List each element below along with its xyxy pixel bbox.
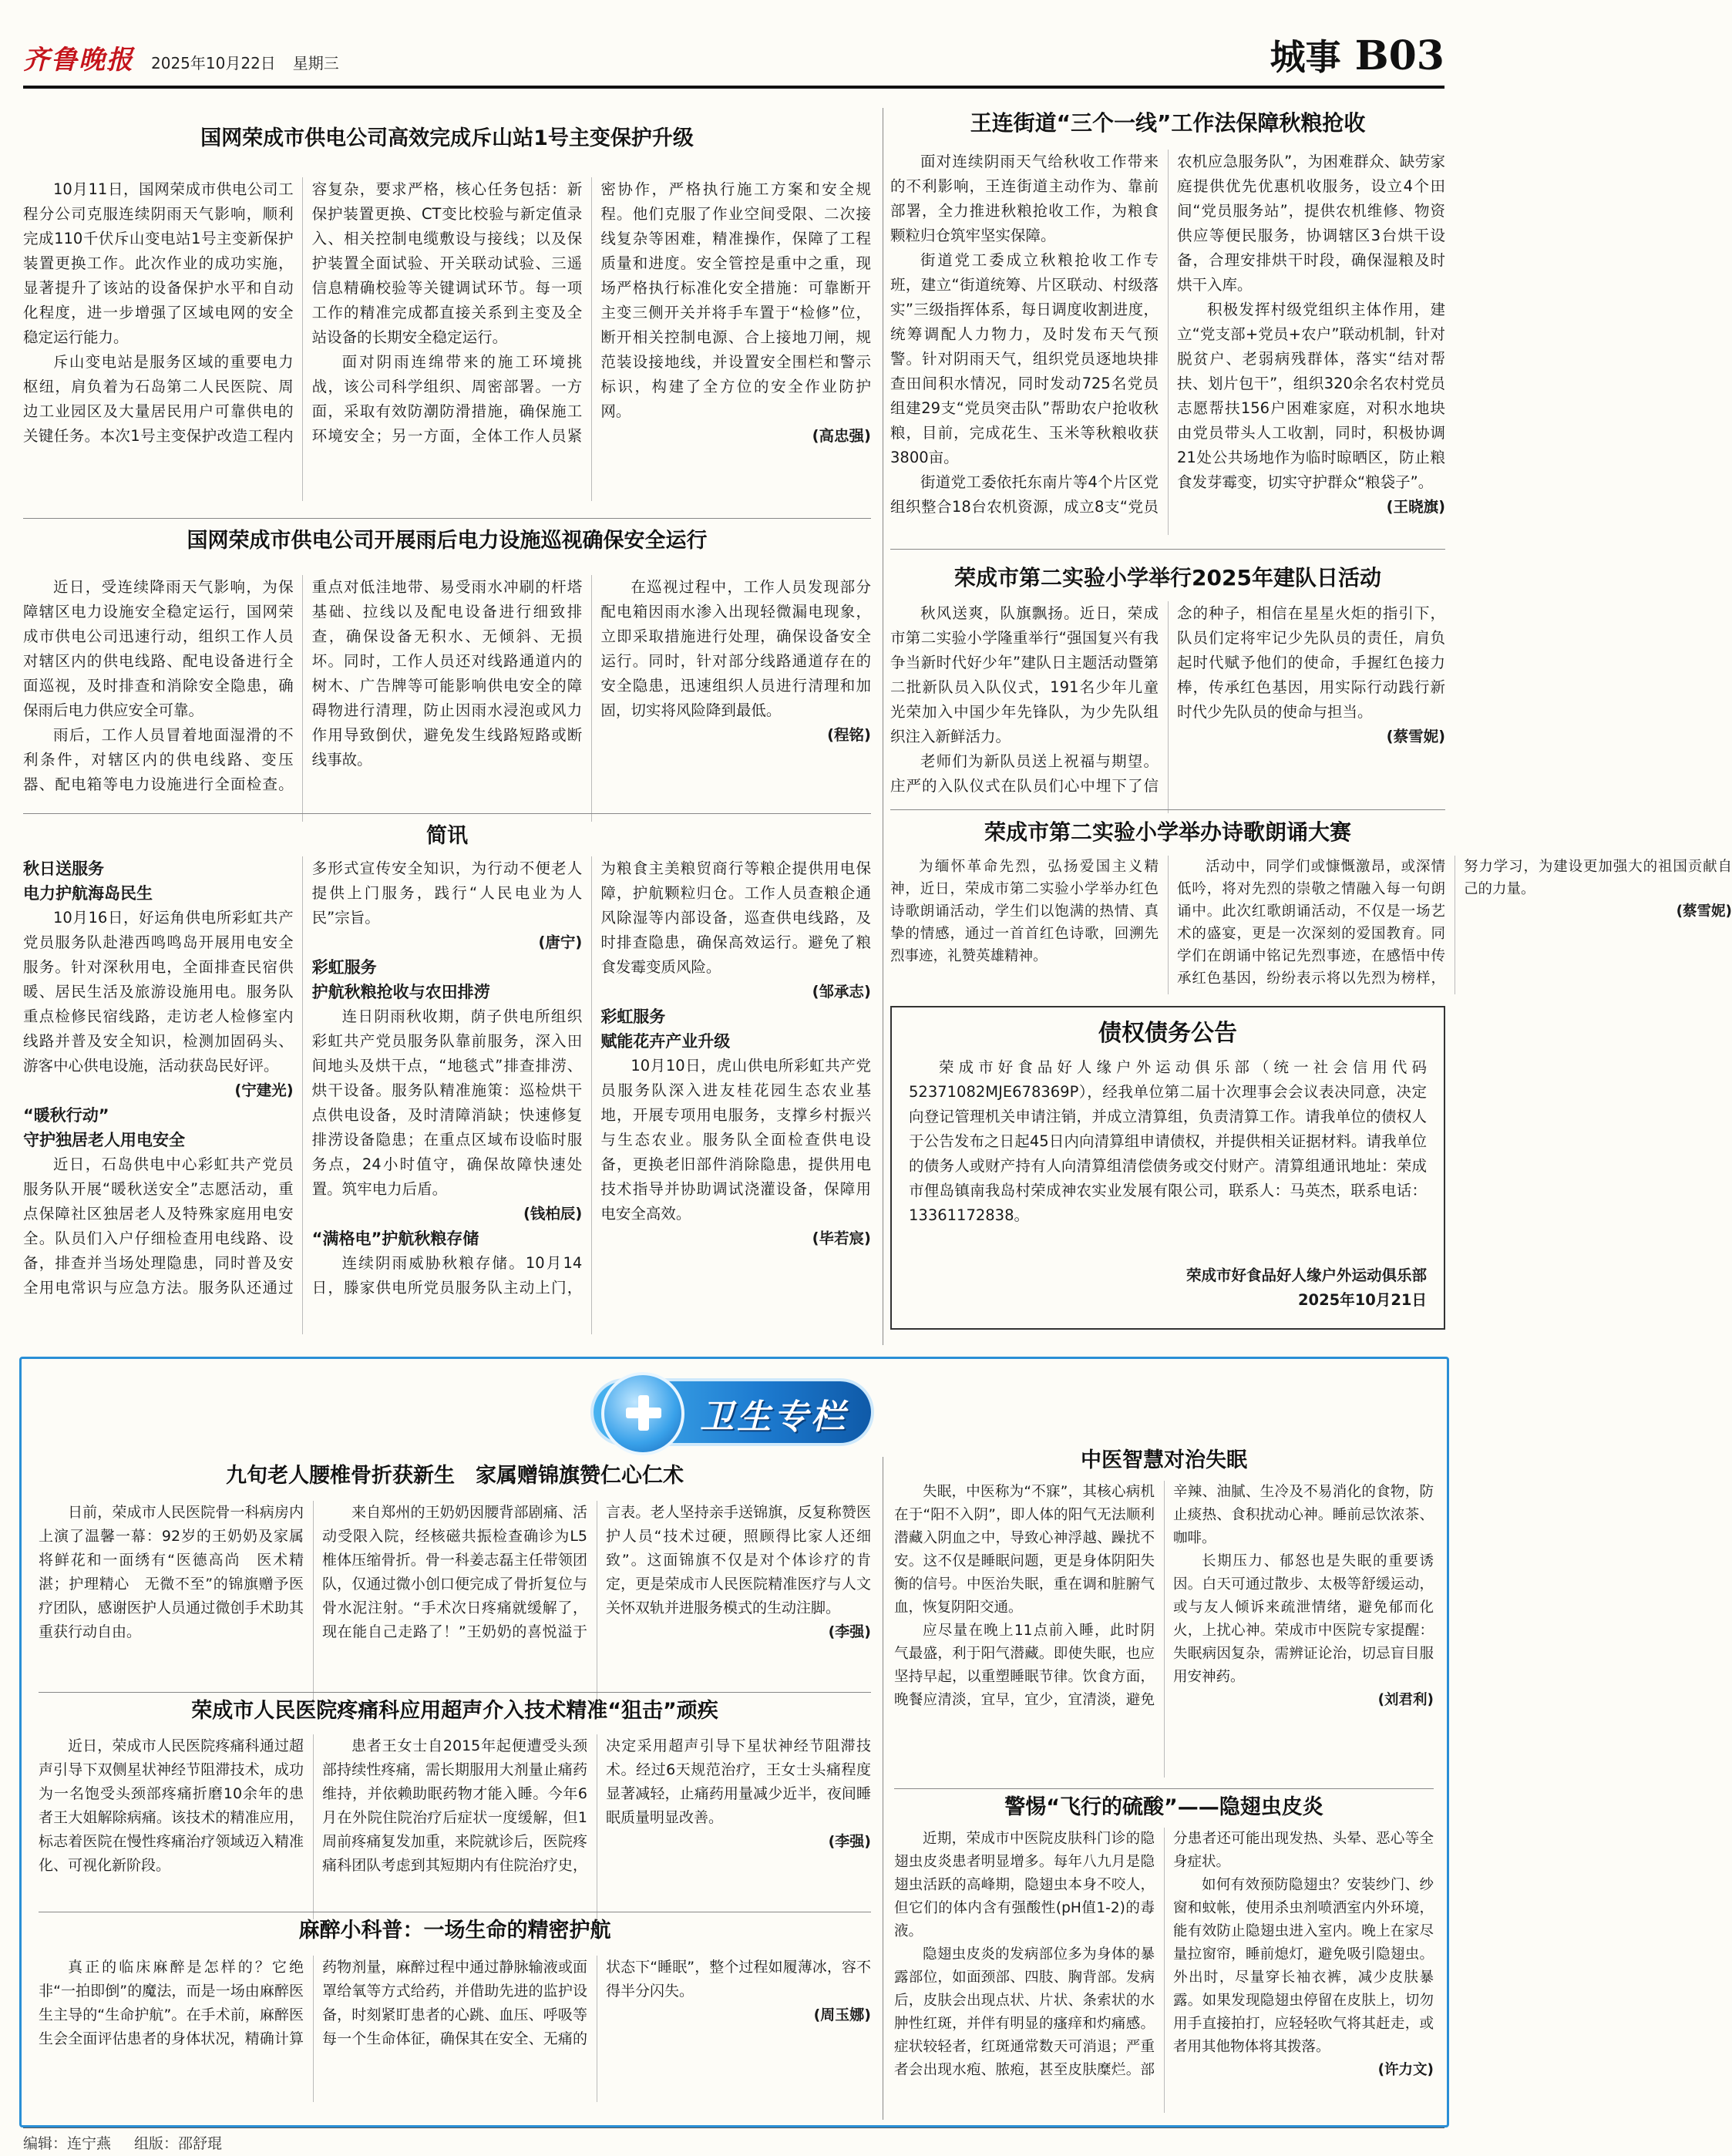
issue-weekday: 星期三 [292,54,339,72]
briefs-body [23,856,871,1334]
brief-subhead: “满格电”护航秋粮存储 [311,1229,479,1248]
health-column-banner [594,1372,871,1457]
brief-paragraph: 10月16日，好运角供电所彩虹共产党员服务队赴港西鸣鸣岛开展用电安全服务。针对深秋用电，全面排查民宿供暖、居民生活及旅游设施用电。服务队重点检修民宿线路，走访老人检修室内线路并普及安全知识，检测加固码头、游客中心供电设施，活动获岛民好评。 [23,909,294,1075]
page-number: B03 [1354,32,1444,79]
article-title: 荣成市第二实验小学举办诗歌朗诵大赛 [984,819,1351,845]
brief-subhead: “暖秋行动” [23,1106,109,1125]
debt-notice [890,1006,1445,1330]
article-author: (蔡雪妮) [1676,903,1732,920]
masthead-right [1270,29,1444,80]
brief-author: (邹承志) [812,983,871,1001]
article-substation-upgrade [23,123,871,528]
issue-date: 2025年10月22日 [151,54,276,72]
article-author: (李强) [828,1833,871,1850]
article-paragraph: 老师们为新队员送上祝福与期望。庄严的入队仪式在队员们心中埋下了信念的种子，相信在星星火炬的指引下，队员们定将牢记少先队员的责任，肩负起时代赋予他们的使命，手握红色接力棒，传承红色基因，用实际行动践行新时代少先队员的使命与担当。 [890,604,1445,795]
article-title: 九旬老人腰椎骨折获新生 家属赠锦旗赞仁心仁术 [226,1464,684,1488]
article-paragraph: 街道党工委成立秋粮抢收工作专班，建立“街道统筹、片区联动、村级落实”三级指挥体系，每日调度收割进度，统筹调配人力物力，及时发布天气预警。针对阴雨天气，组织党员逐地块排查田间积水情况，同时发动725名党员组建29支“党员突击队”帮助农户抢收秋粮，目前，完成花生、玉米等秋粮收获3800亩。 [890,251,1159,466]
notice-paragraph: 荣成市好食品好人缘户外运动俱乐部（统一社会信用代码52371082MJE678369P），经我单位第二届十次理事会会议表决同意，决定向登记管理机关申请注销，并成立清算组，负责清算工作。请我单位的债权人于公告发布之日起45日内向清算组申请债权，并提供相关证据材料。请我单位的债务人或财产持有人向清算组清偿债务或交付财产。清算组通讯地址：荣成市俚岛镇南我岛村荣成神农实业发展有限公司，联系人：马英杰，联系电话：13361172838。 [909,1058,1427,1224]
masthead-rule [23,86,1444,89]
article-poetry [890,817,1732,998]
article-author: (许力文) [1377,2062,1434,2078]
article-title: 王连街道“三个一线”工作法保障秋粮抢收 [970,110,1366,136]
article-paragraph: 失眠，中医称为“不寐”，其核心病机在于“阳不入阴”，即人体的阳气无法顺利潜藏入阴血之中，导致心神浮越、躁扰不安。这不仅是睡眠问题，更是身体阴阳失衡的信号。中医治失眠，重在调和脏腑气血，恢复阴阳交通。 [894,1484,1155,1616]
layout-credit: 组版：邵舒琨 [134,2135,223,2152]
editor-credit: 编辑：连宁燕 [23,2135,112,2152]
article-paragraph: 应尽量在晚上11点前入睡，此时阴气最盛，利于阳气潜藏。即使失眠，也应坚持早起，以重塑睡眠节律。饮食方面，晚餐应清淡，宜早，宜少，宜清淡，避免辛辣、油腻、生冷及不易消化的食物，防止痰热、食积扰动心神。睡前忌饮浓茶、咖啡。 [894,1484,1434,1708]
brief-subhead: 护航秋粮抢收与农田排涝 [311,983,490,1001]
briefs-title: 简讯 [426,824,468,848]
article-author: (刘君利) [1377,1692,1434,1708]
notice-date: 2025年10月21日 [1297,1291,1427,1309]
article-paragraph: 近日，受连续降雨天气影响，为保障辖区电力设施安全稳定运行，国网荣成市供电公司迅速行动，组织工作人员对辖区内的供电线路、配电设备进行全面巡视，及时排查和消除安全隐患，确保雨后电力供应安全可靠。 [23,578,294,719]
article-tcm-insomnia [894,1445,1434,1784]
article-paragraph: 积极发挥村级党组织主体作用，建立“党支部+党员+农户”联动机制，针对脱贫户、老弱病残群体，落实“结对帮扶、划片包干”，组织320余名农村党员志愿帮扶156户困难家庭，对积水地块由党员带头人工收割，同时，积极协调21处公共场地作为临时晾晒区，防止粮食发芽霉变，切实守护群众“粮袋子”。 [1177,301,1445,491]
article-paragraph: 在巡视过程中，工作人员发现部分配电箱因雨水渗入出现轻微漏电现象，立即采取措施进行处理，确保设备安全运行。同时，针对部分线路通道存在的安全隐患，迅速组织人员进行清理和加固，切实将风险降到最低。 [600,578,871,719]
article-title: 麻醉小科普：一场生命的精密护航 [298,1919,611,1942]
article-anesthesia [39,1916,871,2108]
article-author: (高忠强) [812,427,871,445]
article-paragraph: 活动中，同学们或慷慨激昂，或深情低吟，将对先烈的崇敬之情融入每一句朗诵中。此次红歌朗诵活动，不仅是一场艺术的盛宴，更是一次深刻的爱国教育。同学们在朗诵中铭记先烈事迹，在感悟中传承红色基因，纷纷表示将以先烈为榜样，努力学习，为建设更加强大的祖国贡献自己的力量。 [1177,859,1732,987]
article-rain-inspection [23,526,871,826]
article-author: (程铭) [827,726,871,744]
article-body [23,177,871,501]
article-body [890,856,1732,994]
article-rove-beetle [894,1792,1434,2120]
brief-paragraph: 10月10日，虎山供电所彩虹共产党员服务队深入进友桂花园生态农业基地，开展专项用电服务，支撑乡村振兴与生态农业。服务队全面检查供电设备，更换老旧部件消除隐患，提供用电技术指导并协助调试浇灌设备，保障用电安全高效。 [600,1057,871,1223]
article-body [23,575,871,822]
masthead [23,15,1444,89]
article-title: 国网荣成市供电公司高效完成斥山站1号主变保护升级 [200,126,694,150]
article-briefs [23,821,871,1349]
article-paragraph: 雨后，工作人员冒着地面湿滑的不利条件，对辖区内的供电线路、变压器、配电箱等电力设施进行全面检查。重点对低洼地带、易受雨水冲刷的杆塔基础、拉线以及配电设备进行细致排查，确保设备无积水、无倾斜、无损坏。同时，工作人员还对线路通道内的树木、广告牌等可能影响供电安全的障碍物进行清理，防止因雨水浸泡或风力作用导致倒伏，避免发生线路短路或断线事故。 [23,578,583,793]
article-body [890,601,1445,813]
article-paragraph: 秋风送爽，队旗飘扬。近日，荣成市第二实验小学隆重举行“强国复兴有我 争当新时代好少年”建队日主题活动暨第二批新队员入队仪式，191名少年儿童光荣加入中国少年先锋队，为少先队组织注入新鲜活力。 [890,604,1174,745]
article-paragraph: 面对连续阴雨天气给秋收工作带来的不利影响，王连街道主动作为、靠前部署，全力推进秋粮抢收工作，为粮食颗粒归仓筑牢坚实保障。 [890,153,1159,244]
divider [23,813,871,814]
brief-author: (唐宁) [538,933,583,951]
article-paragraph: 近日，荣成市人民医院疼痛科通过超声引导下双侧星状神经节阻滞技术，成功为一名饱受头颈部疼痛折磨10余年的患者王大姐解除病痛。该技术的精准应用，标志着医院在慢性疼痛治疗领域迈入精准化、可视化新阶段。 [39,1737,304,1874]
article-body [894,1481,1434,1778]
newspaper-logo: 齐鲁晚报 [23,45,134,76]
article-body [39,1734,871,1919]
article-body [39,1956,871,2102]
brief-subhead: 赋能花卉产业升级 [600,1032,731,1051]
article-pioneers-day [890,563,1445,817]
article-body [39,1501,871,1705]
brief-subhead: 彩虹服务 [600,1007,666,1026]
article-paragraph: 真正的临床麻醉是怎样的？它绝非“一拍即倒”的魔法，而是一场由麻醉医生主导的“生命护航”。在手术前，麻醉医生会全面评估患者的身体状况，精确计算药物剂量，麻醉过程中通过静脉输液或面罩给氧等方式给药，并借助先进的监护设备，时刻紧盯患者的心跳、血压、呼吸等每一个生命体征，确保其在安全、无痛的状态下“睡眠”，整个过程如履薄冰，容不得半分闪失。 [39,1959,871,2047]
article-title: 荣成市人民医院疼痛科应用超声介入技术精准“狙击”顽疾 [191,1699,718,1723]
notice-signer: 荣成市好食品好人缘户外运动俱乐部 [1185,1266,1427,1284]
brief-paragraph: 近日，石岛供电中心彩虹共产党员服务队开展“暖秋送安全”志愿活动，重点保障社区独居老人及特殊家庭用电安全。队员们入户仔细检查用电线路、设备，排查并当场处理隐患，同时普及安全用电常识与应急方法。服务队还通过多形式宣传安全知识，为行动不便老人提供上门服务，践行“人民电业为人民”宗旨。 [23,859,583,1297]
brief-author: (宁建光) [234,1081,294,1099]
brief-subhead: 秋日送服务 [23,859,104,878]
section-name: 城事 [1270,36,1341,78]
article-paragraph: 斥山变电站是服务区域的重要电力枢纽，肩负着为石岛第二人民医院、周边工业园区及大量居民用户可靠供电的关键任务。本次1号主变保护改造工程内容复杂，要求严格，核心任务包括：新保护装置更换、CT变比校验与新定值录入、相关控制电缆敷设与接线；以及保护装置全面试验、开关联动试验、三遥信息精确校验等关键调试环节。每一项工作的精准完成都直接关系到主变及全站设备的长期安全稳定运行。 [23,180,583,445]
article-harvest [890,108,1445,540]
article-paragraph: 来自郑州的王奶奶因腰背部剧痛、活动受限入院，经核磁共振检查确诊为L5椎体压缩骨折。骨一科姜志磊主任带领团队，仅通过微小创口便完成了骨折复位与骨水泥注射。“手术次日疼痛就缓解了，现在能自己走路了！”王奶奶的喜悦溢于言表。老人坚持亲手送锦旗，反复称赞医护人员“技术过硬，照顾得比家人还细致”。这面锦旗不仅是对个体诊疗的肯定，更是荣成市人民医院精准医疗与人文关怀双轨并进服务模式的生动注脚。 [322,1504,871,1640]
article-author: (王晓旗) [1386,498,1445,516]
page-footer [23,2132,222,2153]
article-body [890,150,1445,535]
divider [39,1692,871,1693]
article-author: (周玉娜) [813,2006,871,2023]
article-paragraph: 如何有效预防隐翅虫？安装纱门、纱窗和蚊帐，使用杀虫剂喷洒室内外环境，能有效防止隐翅虫进入室内。晚上在家尽量拉窗帘，睡前熄灯，避免吸引隐翅虫。外出时，尽量穿长袖衣裤，减少皮肤暴露。如果发现隐翅虫停留在皮肤上，切勿用手直接拍打，应轻轻吹气将其赶走，或者用其他物体将其拨落。 [1173,1877,1434,2055]
divider [890,809,1445,810]
article-paragraph: 为缅怀革命先烈，弘扬爱国主义精神，近日，荣成市第二实验小学举办红色诗歌朗诵活动，学生们以饱满的热情、真挚的情感，通过一首首红色诗歌，回溯先烈事迹，礼赞英雄精神。 [890,859,1159,964]
masthead-left [23,39,339,76]
brief-author: (毕若宸) [812,1229,871,1247]
article-title: 警惕“飞行的硫酸”——隐翅虫皮炎 [1004,1795,1323,1819]
article-title: 国网荣成市供电公司开展雨后电力设施巡视确保安全运行 [187,529,708,553]
brief-subhead: 彩虹服务 [311,958,377,977]
divider [890,549,1445,550]
article-title: 中医智慧对治失眠 [1081,1448,1247,1472]
notice-body [909,1055,1427,1263]
divider [23,518,871,519]
article-paragraph: 面对阴雨连绵带来的施工环境挑战，该公司科学组织、周密部署。一方面，采取有效防潮防滑措施，确保施工环境安全；另一方面，全体工作人员紧密协作，严格执行施工方案和安全规程。他们克服了作业空间受限、二次接线复杂等困难，精准操作，保障了工程质量和进度。安全管控是重中之重，现场严格执行标准化安全措施：可靠断开主变三侧开关并将手车置于“检修”位，断开相关控制电源、合上接地刀闸，规范装设接地线，并设置安全围栏和警示标识，构建了全方位的安全作业防护网。 [311,180,871,445]
footer-rule [23,2127,1444,2128]
divider [894,1788,1434,1789]
brief-subhead: 电力护航海岛民生 [23,884,153,903]
article-paragraph: 患者王女士自2015年起便遭受头颈部持续性疼痛，需长期服用大剂量止痛药维持，并依赖助眠药物才能入睡。今年6月在外院住院治疗后症状一度缓解，但1周前疼痛复发加重，来院就诊后，医院疼痛科团队考虑到其短期内有住院治疗史，决定采用超声引导下星状神经节阻滞技术。经过6天规范治疗，王女士头痛程度显著减轻，止痛药用量减少近半，夜间睡眠质量明显改善。 [322,1737,871,1874]
article-author: (李强) [828,1623,871,1640]
brief-paragraph: 连日阴雨秋收期，荫子供电所组织彩虹共产党员服务队靠前服务，深入田间地头及烘干点，“地毯式”排查排涝、烘干设备。服务队精准施策：巡检烘干点供电设备，及时清障消缺；快速修复排涝设备隐患；在重点区域布设临时服务点，24小时值守，确保故障快速处置。筑牢电力后盾。 [311,1007,583,1198]
article-paragraph: 隐翅虫皮炎的发病部位多为身体的暴露部位，如面颈部、四肢、胸背部。发病后，皮肤会出现点状、片状、条索状的水肿性红斑，并伴有明显的瘙痒和灼痛感。症状较轻者，红斑通常数天可消退；严重者会出现水疱、脓疱，甚至皮肤糜烂。部分患者还可能出现发热、头晕、恶心等全身症状。 [894,1831,1434,2078]
article-paragraph: 10月11日，国网荣成市供电公司工程分公司克服连续阴雨天气影响，顺利完成110千伏斥山变电站1号主变新保护装置更换工作。此次作业的成功实施，显著提升了该站的设备保护水平和自动化程度，进一步增强了区域电网的安全稳定运行能力。 [23,180,294,346]
article-elderly-fracture [39,1461,871,1715]
notice-title: 债权债务公告 [1098,1020,1237,1047]
article-body [894,1828,1434,2113]
article-paragraph: 长期压力、郁怒也是失眠的重要诱因。白天可通过散步、太极等舒缓运动，或与友人倾诉来疏泄情绪，避免郁而化火，上扰心神。荣成市中医院专家提醒：失眠病因复杂，需辨证论治，切忌盲目服用安神药。 [1173,1553,1434,1685]
article-title: 荣成市第二实验小学举行2025年建队日活动 [954,565,1381,590]
brief-author: (钱柏辰) [523,1205,583,1223]
article-paragraph: 日前，荣成市人民医院骨一科病房内上演了温馨一幕：92岁的王奶奶及家属将鲜花和一面绣有“医德高尚 医术精湛；护理精心 无微不至”的锦旗赠予医疗团队，感谢医护人员通过微创手术助其重获行动自由。 [39,1504,304,1640]
health-column-title: 卫生专栏 [700,1398,848,1437]
article-paragraph: 近期，荣成市中医院皮肤科门诊的隐翅虫皮炎患者明显增多。每年八九月是隐翅虫活跃的高峰期，隐翅虫本身不咬人，但它们的体内含有强酸性(pH值1-2)的毒液。 [894,1831,1155,1939]
medical-cross-icon [626,1395,661,1431]
article-pain-clinic [39,1696,871,1927]
brief-paragraph: 连续阴雨威胁秋粮存储。10月14日，滕家供电所党员服务队主动上门，为粮食主美粮贸商行等粮企提供用电保障，护航颗粒归仓。工作人员查粮企通风除湿等内部设备，巡查供电线路，及时排查隐患，确保高效运行。避免了粮食发霉变质风险。 [311,859,871,1297]
article-paragraph: 街道党工委依托东南片等4个片区党组织整合18台农机资源，成立8支“党员农机应急服务队”，为困难群众、缺劳家庭提供优先优惠机收服务，设立4个田间“党员服务站”，提供农机维修、物资供应等便民服务，协调辖区3台烘干设备，合理安排烘干时段，确保湿粮及时烘干入库。 [890,153,1445,516]
brief-subhead: 守护独居老人用电安全 [23,1131,185,1149]
article-author: (蔡雪妮) [1386,728,1445,745]
